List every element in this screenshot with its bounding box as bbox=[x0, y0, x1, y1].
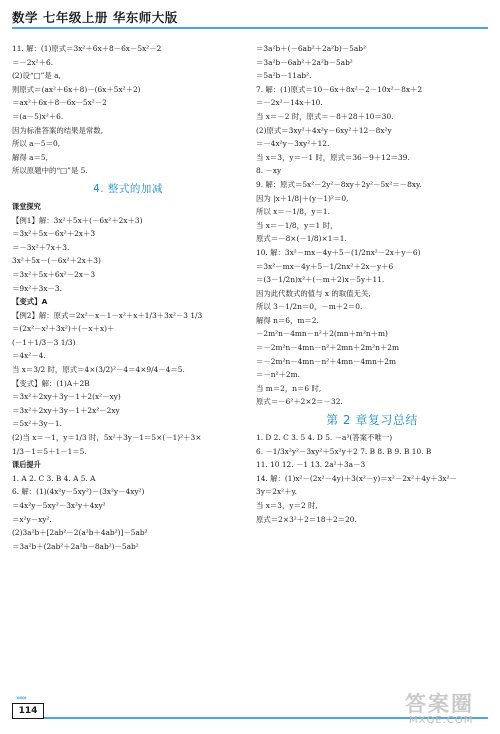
text-line: (－1＋1/3－3 1/3) bbox=[12, 337, 76, 347]
watermark-main: 答案圈 bbox=[405, 692, 474, 716]
text-line: ＝5x²＋3y－1. bbox=[12, 419, 62, 429]
text-line: 当 x＝3，y＝2 时, bbox=[256, 501, 318, 510]
text-line: ＝3x²＋5x＋6x²－2x－3 bbox=[12, 269, 96, 279]
text-line: 3x²＋5x－(－6x²＋2x＋3) bbox=[12, 256, 101, 266]
text-line: ＝3a²b－6ab²＋2a²b－5ab² bbox=[256, 57, 353, 67]
text-line: 10. 解：3x²－mx－4y＋5－(1/2nx²－2x＋y－6) bbox=[256, 247, 421, 257]
text-line: ＝－2m²n－4mn－n²＋2mn＋2m²n＋2m bbox=[256, 343, 399, 353]
right-block-2 bbox=[256, 431, 488, 526]
watermark-sub: MXQE.COM bbox=[409, 715, 474, 726]
text-line: 则原式＝(ax²＋6x＋8)－(6x＋5x²＋2) bbox=[12, 84, 141, 94]
section-title: 第 2 章复习总结 bbox=[326, 413, 418, 428]
text-line: ＝3x²＋2xy＋3y－1＋2(x²－xy) bbox=[12, 392, 121, 402]
text-line: ＝－2m²n－4mn－n²＋4mn－4mn＋2m bbox=[256, 356, 397, 366]
text-line: ＝x²y－xy². bbox=[12, 514, 52, 524]
text-line: ＝3x²＋5x－6x²＋2x＋3 bbox=[12, 229, 96, 239]
text-line: 所以原题中的“□”是 5. bbox=[12, 166, 88, 176]
text-line: ＝－2x²－14x＋10. bbox=[256, 98, 323, 108]
text-line: 1. A 2. C 3. B 4. A 5. A bbox=[12, 473, 96, 483]
text-line: ＝3a²b＋(－6ab²＋2a²b)－5ab² bbox=[256, 44, 366, 53]
text-line: 【变式】A bbox=[12, 297, 48, 307]
text-line: 【变式】解：(1)A＋2B bbox=[12, 378, 90, 388]
text-line: ＝－3x²＋7x＋3. bbox=[12, 242, 70, 252]
text-line: (2)3a²b＋[2ab²－2(a²b＋4ab²)]－5ab² bbox=[12, 528, 148, 538]
text-line: ＝5a²b－11ab². bbox=[256, 71, 312, 81]
watermark bbox=[405, 688, 495, 732]
text-line: 解得 a＝5, bbox=[12, 152, 48, 162]
text-line: 当 x＝3/2 时，原式＝4×(3/2)²－4＝4×9/4－4＝5. bbox=[12, 365, 185, 375]
text-line: 3y＝2x²＋y. bbox=[256, 487, 298, 497]
subsection-heading: 课后提升 bbox=[12, 460, 41, 470]
left-block-1 bbox=[12, 42, 244, 178]
text-line: 当 x＝－2 时，原式＝－8＋28＋10＝30. bbox=[256, 111, 394, 121]
text-line: 解得 n＝6，m＝2. bbox=[256, 315, 319, 325]
right-block-1 bbox=[256, 42, 488, 409]
page-number-box bbox=[12, 703, 44, 719]
text-line: 原式＝－6²＋2×2＝－32. bbox=[256, 397, 343, 407]
section-title: 4. 整式的加减 bbox=[93, 182, 163, 195]
text-line: 原式＝－8×(－1/8)×1＝1. bbox=[256, 234, 347, 244]
right-column bbox=[256, 42, 488, 526]
left-column bbox=[12, 42, 244, 553]
text-line: 8. －xy bbox=[256, 166, 282, 176]
page-arrows: »»» bbox=[16, 694, 26, 702]
text-line: 6. 解：(1)(4x²y－5xy²)－(3x²y－4xy²) bbox=[12, 487, 145, 497]
text-line: (2)当 x＝－1，y＝1/3 时，5x²＋3y－1＝5×(－1)²＋3× bbox=[12, 433, 202, 443]
text-line: 【例1】解：3x²＋5x＋(－6x²＋2x＋3) bbox=[12, 215, 143, 225]
text-line: ＝－2x²＋6. bbox=[12, 57, 54, 67]
text-line: 所以 x＝－1/8，y＝1. bbox=[256, 207, 330, 217]
header-title: 数学 七年级上册 华东师大版 bbox=[12, 10, 178, 25]
page-number: 114 bbox=[18, 706, 38, 716]
text-line: (2)设“□”是 a, bbox=[12, 71, 61, 81]
text-line: 原式＝2×3²＋2＝18＋2＝20. bbox=[256, 514, 357, 524]
text-line: ＝9x²＋3x－3. bbox=[12, 283, 62, 293]
text-line: ＝4x²y－5xy²－3x²y＋4xy² bbox=[12, 501, 106, 510]
text-line: ＝3x²＋2xy＋3y－1＋2x²－2xy bbox=[12, 405, 120, 415]
text-line: ＝3a²b＋(2ab²＋2a²b－8ab²)－5ab² bbox=[12, 541, 139, 551]
text-line: (2)原式＝3xy²＋4x²y－6xy²＋12－8x²y bbox=[256, 125, 392, 135]
text-line: 所以 a－5＝0, bbox=[12, 139, 61, 149]
text-line: －2m²n－4mn－n²＋2(mn＋m²n＋m) bbox=[256, 329, 388, 339]
text-line: 因为标准答案的结果是常数, bbox=[12, 125, 104, 135]
text-line: 11. 10 12. －1 13. 2a²＋3a－3 bbox=[256, 460, 366, 470]
text-line: 1/3－1＝5＋1－1＝5. bbox=[12, 446, 87, 456]
text-line: 因为此代数式的值与 x 的取值无关, bbox=[256, 288, 371, 298]
text-line: ＝(a－5)x²＋6. bbox=[12, 111, 64, 121]
text-line: 所以 3－1/2n＝0，－m＋2＝0. bbox=[256, 302, 363, 312]
text-line: 9. 解：原式＝5x²－2y²－8xy＋2y²－5x²＝－8xy. bbox=[256, 179, 422, 189]
text-line: 7. 解：(1)原式＝10－6x＋8x²－2－10x²－8x＋2 bbox=[256, 84, 423, 94]
text-line: ＝－n²＋2m. bbox=[256, 370, 300, 380]
text-line: 当 m＝2，n＝6 时, bbox=[256, 383, 322, 393]
subsection-heading: 课堂探究 bbox=[12, 201, 41, 211]
text-line: ＝(2x²－x²＋3x²)＋(－x＋x)＋ bbox=[12, 324, 115, 334]
text-line: 当 x＝－1/8，y＝1 时， bbox=[256, 220, 338, 230]
page-header bbox=[12, 6, 488, 36]
text-line: 【例2】解：原式＝2x²－x－1－x²＋x＋1/3＋3x²－3 1/3 bbox=[12, 310, 203, 320]
text-line: 当 x＝3，y＝－1 时，原式＝36－9＋12＝39. bbox=[256, 152, 410, 162]
left-block-2 bbox=[12, 200, 244, 553]
text-line: ＝4x²－4. bbox=[12, 351, 46, 361]
header-rule bbox=[12, 27, 488, 29]
text-line: 11. 解：(1)原式＝3x²＋6x＋8－6x－5x²－2 bbox=[12, 44, 162, 53]
text-line: ＝(3－1/2n)x²＋(－m＋2)x－5y＋11. bbox=[256, 275, 385, 285]
text-line: 6. －1/3x²y²－3xy²＋5x²y＋2 7. B 8. B 9. B 10. B bbox=[256, 446, 432, 456]
text-line: ＝ax²＋6x＋8－6x－5x²－2 bbox=[12, 98, 107, 108]
text-line: 因为 |x＋1/8|＋(y－1)²＝0, bbox=[256, 193, 349, 203]
text-line: 1. D 2. C 3. 5 4. D 5. －a³(答案不唯一) bbox=[256, 433, 393, 443]
text-line: ＝－4x²y－3xy²＋12. bbox=[256, 139, 330, 149]
text-line: 14. 解：(1)x²－(2x²－4y)＋3(x²－y)＝x²－2x²＋4y＋3x²－ bbox=[256, 473, 457, 483]
text-line: ＝3x²－mx－4y＋5－1/2nx²＋2x－y＋6 bbox=[256, 261, 394, 271]
